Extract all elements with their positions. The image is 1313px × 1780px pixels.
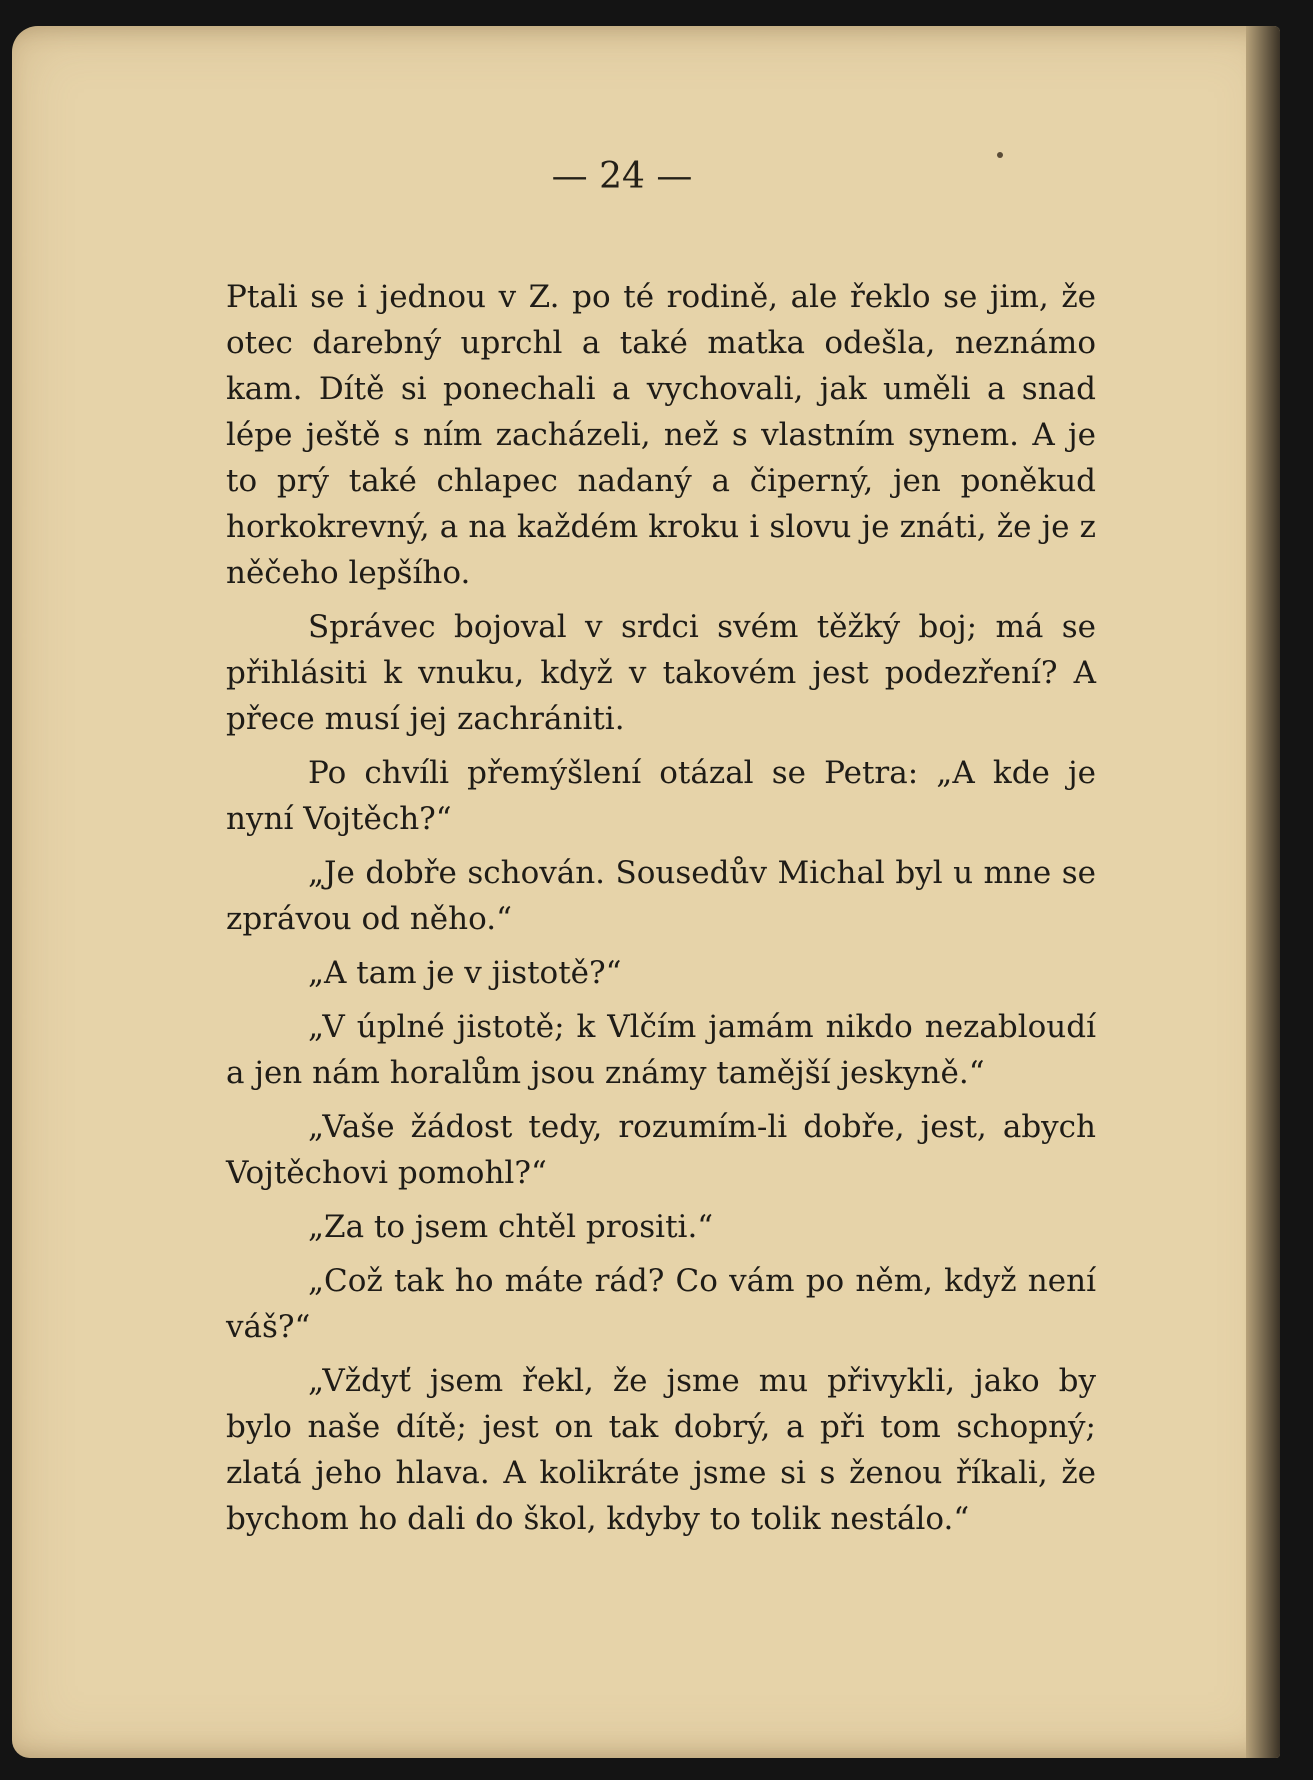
body-text [226, 274, 1096, 1542]
paragraph: Po chvíli přemýšlení otázal se Petra: „A kde je nyní Vojtěch?“ [226, 755, 1096, 837]
paragraph: Správec bojoval v srdci svém těžký boj; má se přihlásiti k vnuku, když v takovém jest podezření? A přece musí jej zachrániti. [226, 609, 1096, 737]
paragraph: „A tam je v jistotě?“ [308, 955, 622, 991]
paragraph: „V úplné jistotě; k Vlčím jamám nikdo nezabloudí a jen nám horalům jsou známy tamější jeskyně.“ [226, 1009, 1096, 1091]
paragraph: „Za to jsem chtěl prositi.“ [308, 1209, 714, 1245]
paragraph: Ptali se i jednou v Z. po té rodině, ale řeklo se jim, že otec darebný uprchl a také matka odešla, neznámo kam. Dítě si ponechali a vychovali, jak uměli a snad lépe ještě s ním zacházeli, než s vlastním synem. A je to prý také chlapec nadaný a čiperný, jen poněkud horkokrevný, a na každém kroku i slovu je znáti, že je z něčeho lepšího. [226, 279, 1096, 591]
page-number: — 24 — [551, 156, 693, 197]
book-page [12, 26, 1280, 1758]
page-gutter-shadow [1246, 26, 1280, 1758]
paragraph: „Vždyť jsem řekl, že jsme mu přivykli, jako by bylo naše dítě; jest on tak dobrý, a při tom schopný; zlatá jeho hlava. A kolikráte jsme si s ženou říkali, že bychom ho dali do škol, kdyby to tolik nestálo.“ [226, 1363, 1096, 1537]
paragraph: „Což tak ho máte rád? Co vám po něm, když není váš?“ [226, 1263, 1096, 1345]
paragraph: „Je dobře schován. Sousedův Michal byl u mne se zprávou od něho.“ [226, 855, 1096, 937]
paragraph: „Vaše žádost tedy, rozumím-li dobře, jest, abych Vojtěchovi pomohl?“ [226, 1109, 1096, 1191]
paper-speck [997, 152, 1003, 158]
